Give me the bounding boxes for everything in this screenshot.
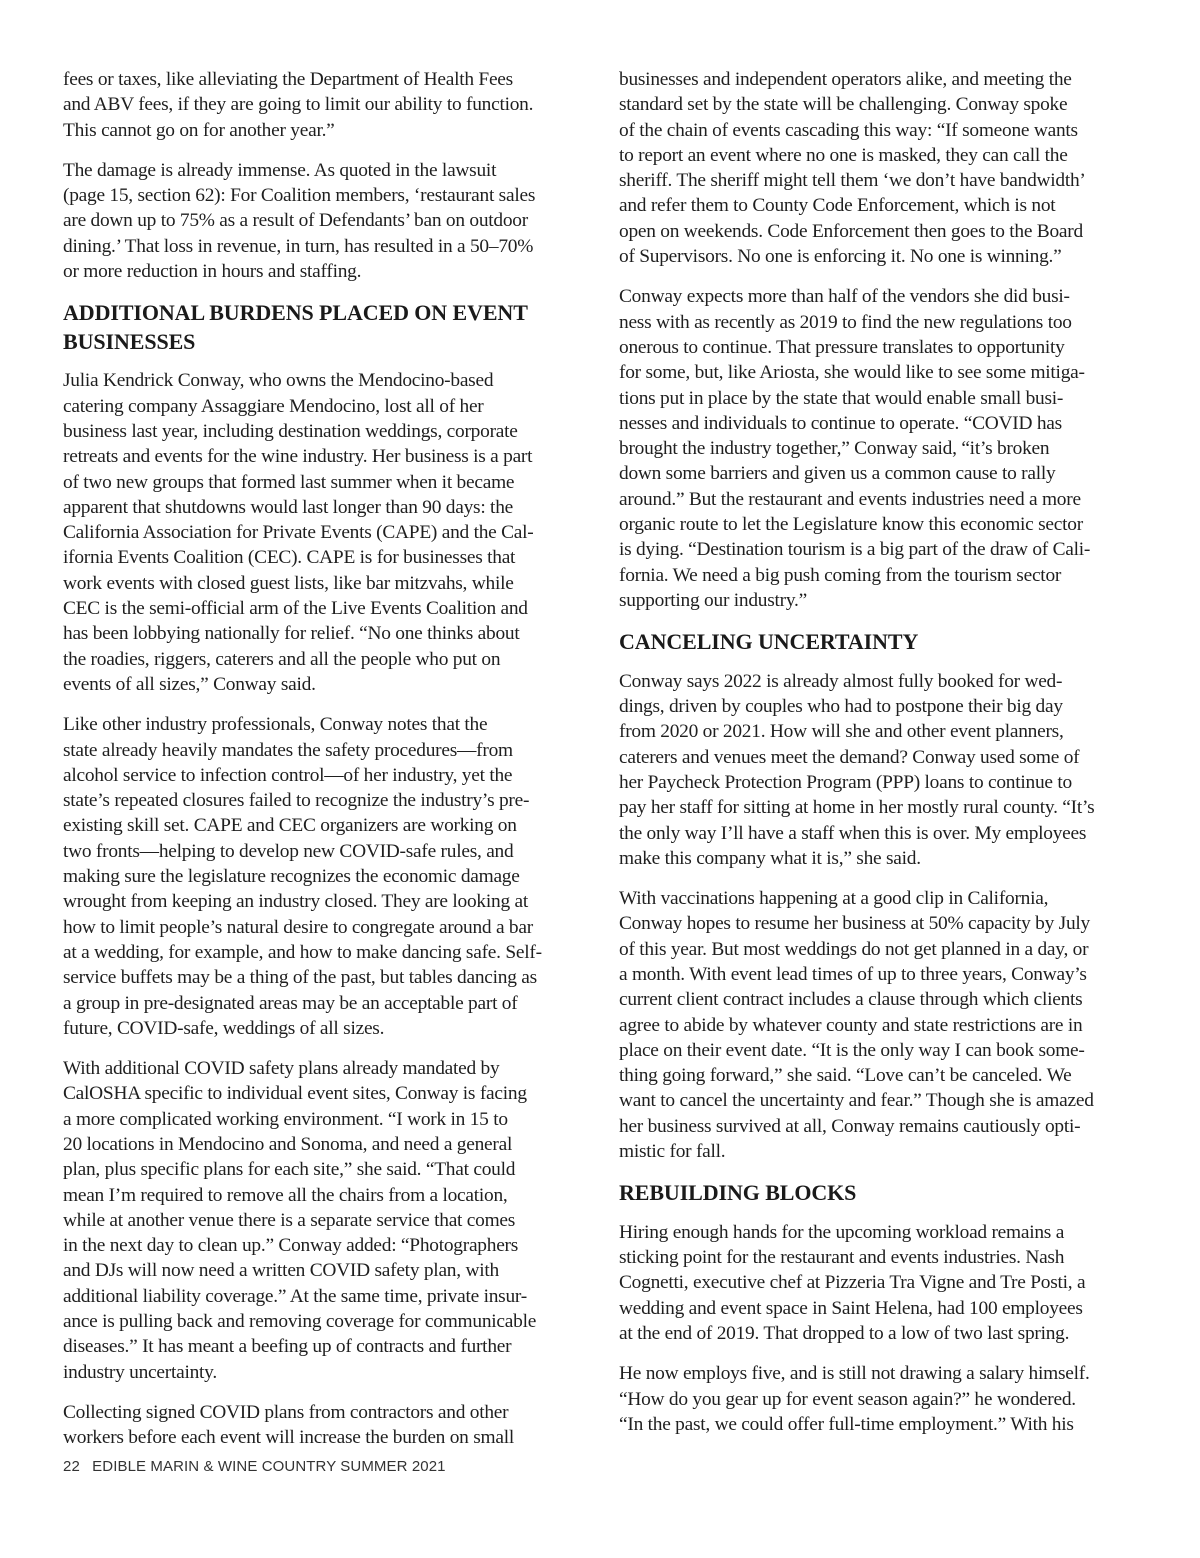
paragraph: [63, 368, 583, 697]
heading-line: CANCELING UNCERTAINTY: [619, 629, 919, 655]
text-line: mean I’m required to remove all the chairs from a location,: [63, 1184, 508, 1206]
paragraph: [619, 1361, 1139, 1437]
paragraph: [63, 1056, 583, 1385]
text-line: has been lobbying nationally for relief. “No one thinks about: [63, 623, 520, 645]
text-line: wedding and event space in Saint Helena, had 100 employees: [619, 1297, 1083, 1319]
text-line: at the end of 2019. That dropped to a low of two last spring.: [619, 1323, 1070, 1345]
text-line: Conway expects more than half of the vendors she did busi-: [619, 286, 1070, 308]
paragraph: [619, 67, 1139, 269]
text-line: caterers and venues meet the demand? Conway used some of: [619, 746, 1080, 768]
heading-line: ADDITIONAL BURDENS PLACED ON EVENT: [63, 300, 528, 326]
text-line: the roadies, riggers, caterers and all the people who put on: [63, 648, 501, 670]
text-line: “In the past, we could offer full-time employment.” With his: [619, 1413, 1074, 1435]
text-line: sheriff. The sheriff might tell them ‘we don’t have bandwidth’: [619, 170, 1086, 192]
heading-line: REBUILDING BLOCKS: [619, 1180, 857, 1206]
text-line: open on weekends. Code Enforcement then goes to the Board: [619, 220, 1083, 242]
text-line: dining.’ That loss in revenue, in turn, has resulted in a 50–70%: [63, 235, 534, 257]
text-line: making sure the legislature recognizes the economic damage: [63, 866, 520, 888]
publication-title: EDIBLE MARIN & WINE COUNTRY SUMMER 2021: [92, 1458, 446, 1475]
text-line: ness with as recently as 2019 to find the new regulations too: [619, 311, 1072, 333]
paragraph: [63, 712, 583, 1041]
text-line: Collecting signed COVID plans from contractors and other: [63, 1401, 509, 1423]
text-line: and ABV fees, if they are going to limit our ability to function.: [63, 94, 534, 116]
text-line: how to limit people’s natural desire to congregate around a bar: [63, 916, 533, 938]
text-line: Like other industry professionals, Conway notes that the: [63, 714, 488, 736]
text-line: Cognetti, executive chef at Pizzeria Tra Vigne and Tre Posti, a: [619, 1272, 1086, 1294]
text-line: state’s repeated closures failed to recognize the industry’s pre-: [63, 790, 530, 812]
text-line: diseases.” It has meant a beefing up of contracts and further: [63, 1336, 512, 1358]
text-line: supporting our industry.”: [619, 589, 807, 611]
paragraph: [63, 158, 583, 284]
text-line: plan, plus specific plans for each site,” she said. “That could: [63, 1159, 516, 1181]
text-line: organic route to let the Legislature know this economic sector: [619, 514, 1083, 536]
text-line: of this year. But most weddings do not get planned in a day, or: [619, 938, 1089, 960]
text-line: is dying. “Destination tourism is a big part of the draw of Cali-: [619, 539, 1091, 561]
text-line: are down up to 75% as a result of Defendants’ ban on outdoor: [63, 210, 528, 232]
text-line: sticking point for the restaurant and events industries. Nash: [619, 1247, 1065, 1269]
text-line: Conway hopes to resume her business at 50% capacity by July: [619, 913, 1090, 935]
text-line: “How do you gear up for event season again?” he wondered.: [619, 1388, 1076, 1410]
text-line: ifornia Events Coalition (CEC). CAPE is for businesses that: [63, 547, 516, 569]
text-line: two fronts—helping to develop new COVID-safe rules, and: [63, 840, 514, 862]
section-heading: [63, 299, 583, 356]
text-line: service buffets may be a thing of the past, but tables dancing as: [63, 967, 537, 989]
text-line: work events with closed guest lists, like bar mitzvahs, while: [63, 572, 514, 594]
text-line: workers before each event will increase the burden on small: [63, 1427, 514, 1449]
text-line: mistic for fall.: [619, 1141, 726, 1163]
text-line: alcohol service to infection control—of her industry, yet the: [63, 764, 513, 786]
text-line: businesses and independent operators alike, and meeting the: [619, 69, 1072, 90]
text-line: business last year, including destination weddings, corporate: [63, 420, 518, 442]
text-line: state already heavily mandates the safety procedures—from: [63, 739, 513, 761]
text-line: at a wedding, for example, and how to make dancing safe. Self-: [63, 941, 542, 963]
text-line: of Supervisors. No one is enforcing it. No one is winning.”: [619, 246, 1062, 268]
text-line: 20 locations in Mendocino and Sonoma, and need a general: [63, 1133, 513, 1155]
text-line: industry uncertainty.: [63, 1361, 217, 1383]
text-line: catering company Assaggiare Mendocino, lost all of her: [63, 395, 484, 417]
text-line: in the next day to clean up.” Conway added: “Photographers: [63, 1235, 519, 1257]
text-line: brought the industry together,” Conway said, “it’s broken: [619, 438, 1050, 460]
text-line: of the chain of events cascading this way: “If someone wants: [619, 119, 1078, 141]
text-line: With additional COVID safety plans already mandated by: [63, 1058, 500, 1080]
text-line: California Association for Private Events (CAPE) and the Cal-: [63, 522, 534, 544]
text-line: and refer them to County Code Enforcement, which is not: [619, 195, 1056, 217]
text-line: thing going forward,” she said. “Love can’t be canceled. We: [619, 1065, 1072, 1087]
text-line: pay her staff for sitting at home in her mostly rural county. “It’s: [619, 797, 1095, 819]
text-line: current client contract includes a clause through which clients: [619, 989, 1083, 1011]
text-line: dings, driven by couples who had to postpone their big day: [619, 696, 1063, 718]
text-line: future, COVID-safe, weddings of all sizes.: [63, 1017, 385, 1039]
text-line: for some, but, like Ariosta, she would like to see some mitiga-: [619, 362, 1085, 384]
text-line: Hiring enough hands for the upcoming workload remains a: [619, 1221, 1065, 1243]
section-heading: [619, 1179, 1139, 1208]
text-line: a month. With event lead times of up to three years, Conway’s: [619, 964, 1087, 985]
text-line: Conway says 2022 is already almost fully booked for wed-: [619, 670, 1063, 692]
text-line: CalOSHA specific to individual event sites, Conway is facing: [63, 1083, 527, 1105]
text-line: onerous to continue. That pressure translates to opportunity: [619, 336, 1065, 358]
left-column: [63, 67, 583, 1466]
text-line: existing skill set. CAPE and CEC organizers are working on: [63, 815, 517, 837]
text-line: The damage is already immense. As quoted in the lawsuit: [63, 159, 497, 181]
text-line: events of all sizes,” Conway said.: [63, 673, 316, 695]
text-line: from 2020 or 2021. How will she and other event planners,: [619, 721, 1064, 743]
heading-line: BUSINESSES: [63, 328, 196, 354]
paragraph: [619, 284, 1139, 613]
text-line: Julia Kendrick Conway, who owns the Mendocino-based: [63, 370, 494, 392]
page-footer: [63, 1458, 446, 1475]
text-line: down some barriers and given us a common cause to rally: [619, 463, 1056, 485]
text-line: agree to abide by whatever county and state restrictions are in: [619, 1014, 1083, 1036]
text-line: a group in pre-designated areas may be an acceptable part of: [63, 992, 518, 1014]
text-line: her Paycheck Protection Program (PPP) loans to continue to: [619, 771, 1072, 793]
text-line: or more reduction in hours and staffing.: [63, 261, 362, 283]
paragraph: [63, 67, 583, 143]
text-line: fornia. We need a big push coming from the tourism sector: [619, 564, 1062, 586]
text-line: ance is pulling back and removing coverage for communicable: [63, 1311, 537, 1333]
text-line: a more complicated working environment. “I work in 15 to: [63, 1108, 508, 1130]
paragraph: [619, 886, 1139, 1164]
section-heading: [619, 628, 1139, 657]
text-line: her business survived at all, Conway remains cautiously opti-: [619, 1115, 1081, 1137]
text-line: around.” But the restaurant and events industries need a more: [619, 488, 1081, 510]
text-line: and DJs will now need a written COVID safety plan, with: [63, 1260, 499, 1282]
text-line: of two new groups that formed last summer when it became: [63, 471, 515, 493]
right-column: [619, 67, 1139, 1452]
text-line: want to cancel the uncertainty and fear.” Though she is amazed: [619, 1090, 1094, 1112]
text-line: With vaccinations happening at a good clip in California,: [619, 888, 1049, 910]
text-line: the only way I’ll have a staff when this is over. My employees: [619, 822, 1087, 844]
text-line: standard set by the state will be challenging. Conway spoke: [619, 94, 1068, 116]
text-line: CEC is the semi-official arm of the Live Events Coalition and: [63, 598, 528, 620]
text-line: to report an event where no one is masked, they can call the: [619, 144, 1068, 166]
text-line: while at another venue there is a separate service that comes: [63, 1209, 516, 1231]
text-line: fees or taxes, like alleviating the Department of Health Fees: [63, 69, 513, 90]
text-line: He now employs five, and is still not drawing a salary himself.: [619, 1363, 1090, 1385]
paragraph: [619, 1220, 1139, 1346]
paragraph: [619, 669, 1139, 871]
text-line: additional liability coverage.” At the same time, private insur-: [63, 1285, 527, 1307]
text-line: make this company what it is,” she said.: [619, 847, 921, 869]
paragraph: [63, 1400, 583, 1451]
text-line: place on their event date. “It is the only way I can book some-: [619, 1039, 1085, 1061]
text-line: retreats and events for the wine industry. Her business is a part: [63, 446, 533, 468]
text-line: (page 15, section 62): For Coalition members, ‘restaurant sales: [63, 185, 536, 207]
text-line: nesses and individuals to continue to operate. “COVID has: [619, 412, 1062, 434]
text-line: tions put in place by the state that would enable small busi-: [619, 387, 1064, 409]
text-line: This cannot go on for another year.”: [63, 119, 335, 141]
text-line: apparent that shutdowns would last longer than 90 days: the: [63, 496, 514, 518]
page-number: 22: [63, 1458, 80, 1475]
text-line: wrought from keeping an industry closed. They are looking at: [63, 891, 528, 913]
